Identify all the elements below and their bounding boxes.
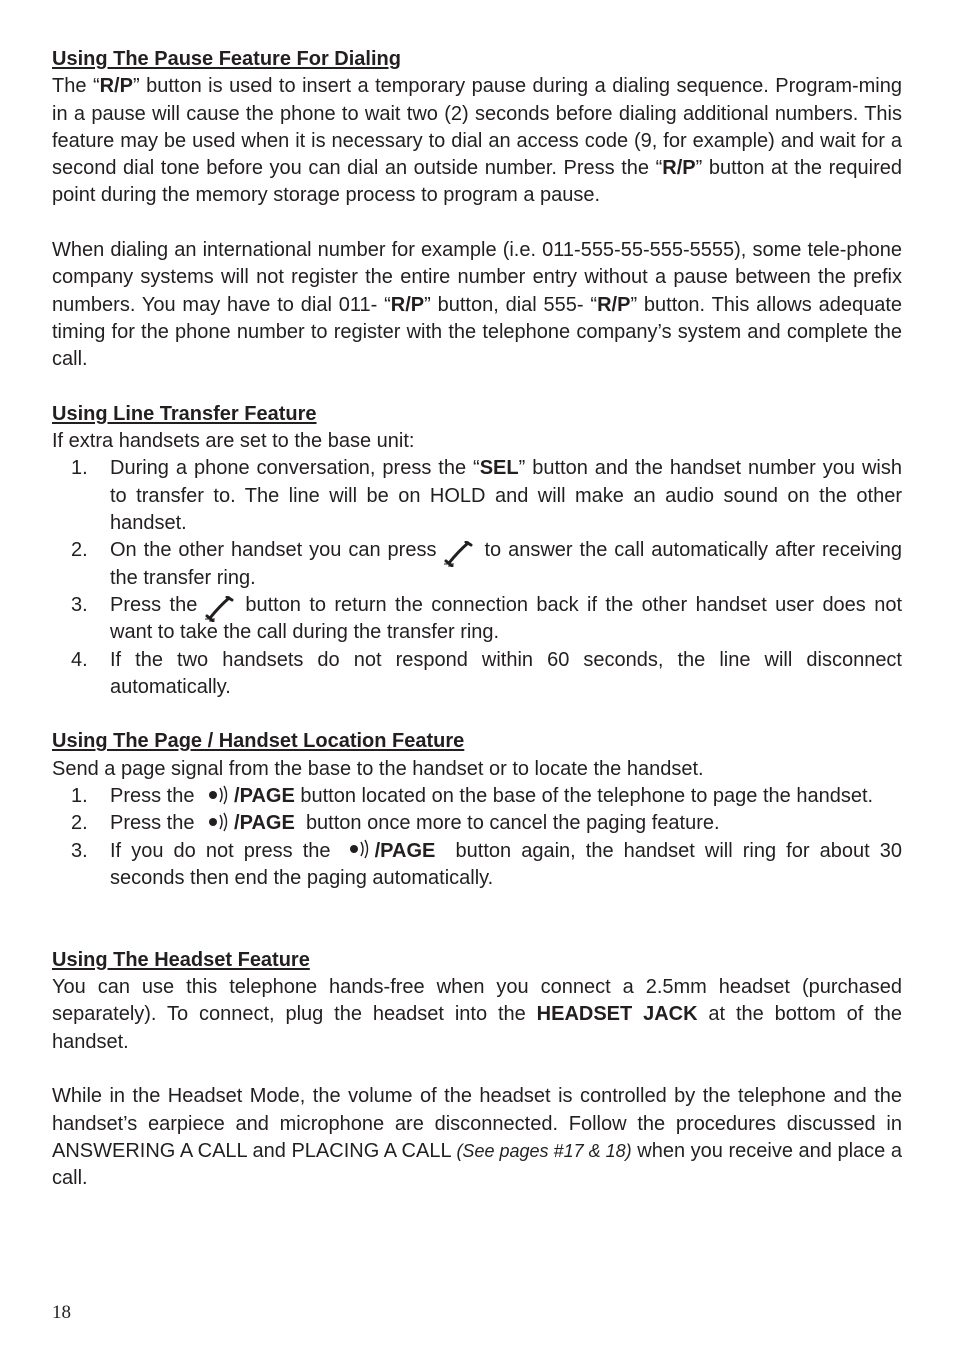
page-button-label: /PAGE	[374, 839, 436, 862]
list-item	[52, 537, 902, 592]
line-transfer-intro: If extra handsets are set to the base unit:	[52, 430, 415, 453]
line-transfer-steps	[52, 455, 902, 701]
headset-paragraph-1	[52, 974, 902, 1056]
page-reference: (See pages #17 & 18)	[456, 1140, 632, 1161]
list-item	[52, 810, 902, 837]
text: When dialing an international number for example (i.e. 011-555-55-555-5555), some tele-phone company systems will not register the entire number entry without a pause between the prefix numbers. You may have to dial 011- “	[52, 239, 902, 316]
list-item	[52, 647, 902, 702]
text: button to return the connection back if the other handset user does not want to take the call during the transfer ring.	[110, 593, 903, 644]
pause-paragraph-2	[52, 237, 902, 373]
page-location-intro: Send a page signal from the base to the handset or to locate the handset.	[52, 757, 704, 780]
text: ” button, dial 555- “	[424, 293, 598, 316]
text: at the bottom of the handset.	[52, 1003, 903, 1053]
text: ” button. This allows adequate timing for the phone number to register with the telephone company’s system and complete the call.	[52, 293, 903, 371]
step-number: 2.	[71, 812, 88, 835]
text: While in the Headset Mode, the volume of the headset is controlled by the telephone and the handset’s earpiece and microphone are disconnected. Follow the procedures discussed in ANSWERING A CALL and PLACING A CALL	[52, 1085, 902, 1162]
list-item	[52, 455, 902, 537]
rp-button-label: R/P	[99, 75, 133, 98]
pause-feature-heading: Using The Pause Feature For Dialing	[52, 48, 401, 70]
rp-button-label: R/P	[390, 293, 425, 316]
text: The “	[52, 75, 100, 98]
step-number: 1.	[71, 785, 88, 808]
text: ” button is used to insert a temporary pause during a dialing sequence. Program-ming in a pause will cause the phone to wait two (2) seconds before dialing additional numbers. This feature may be used when it is necessary to dial an access code (9, for example) and wait for a second dial tone before you can dial an outside number. Press the “	[52, 75, 902, 180]
rp-button-label: R/P	[662, 157, 696, 180]
page-button-label: /PAGE	[234, 785, 295, 808]
text: button located on the base of the telephone to page the handset.	[300, 785, 874, 808]
page-location-heading: Using The Page / Handset Location Feature	[52, 730, 465, 753]
text: button once more to cancel the paging feature.	[305, 812, 720, 835]
page-button-label: /PAGE	[234, 812, 295, 835]
step-number: 2.	[71, 539, 88, 562]
list-item	[52, 592, 902, 647]
page-speaker-icon	[345, 838, 373, 860]
text: If the two handsets do not respond within 60 seconds, the line will disconnect automatically.	[110, 648, 902, 698]
page-speaker-icon	[204, 784, 232, 806]
manual-page	[52, 46, 902, 1192]
text: ” button and the handset number you wish to transfer to. The line will be on HOLD and will make an audio sound on the other handset.	[110, 457, 902, 535]
list-item	[52, 838, 902, 893]
text: Press the	[110, 812, 195, 835]
text: to answer the call automatically after receiving the transfer ring.	[110, 539, 902, 589]
text: button again, the handset will ring for about 30 seconds then end the paging automatically.	[110, 839, 902, 889]
sel-button-label: SEL	[479, 457, 519, 480]
page-number: 18	[52, 1302, 71, 1323]
text: You can use this telephone hands-free when you connect a 2.5mm headset (purchased separately). To connect, plug the headset into the	[52, 976, 902, 1026]
text: If you do not press the	[110, 839, 331, 862]
pause-paragraph-1	[52, 73, 902, 209]
list-item	[52, 783, 902, 810]
text: when you receive and place a call.	[52, 1139, 903, 1190]
headset-paragraph-2	[52, 1083, 902, 1192]
text: On the other handset you can press	[110, 539, 437, 562]
page-speaker-icon	[204, 811, 232, 833]
text: Press the	[110, 785, 195, 808]
text: Press the	[110, 593, 198, 616]
page-location-steps	[52, 783, 902, 892]
step-number: 4.	[71, 648, 88, 671]
text: During a phone conversation, press the “	[110, 457, 480, 480]
text: ” button at the required point during the memory storage process to program a pause.	[52, 157, 902, 207]
step-number: 3.	[71, 839, 88, 862]
step-number: 1.	[71, 457, 88, 480]
headset-jack-label: HEADSET JACK	[536, 1003, 698, 1026]
headset-feature-heading: Using The Headset Feature	[52, 948, 310, 971]
line-transfer-heading: Using Line Transfer Feature	[52, 402, 317, 425]
talk-handset-icon	[440, 541, 480, 567]
rp-button-label: R/P	[597, 293, 631, 316]
talk-handset-icon	[201, 596, 241, 622]
step-number: 3.	[71, 593, 88, 616]
